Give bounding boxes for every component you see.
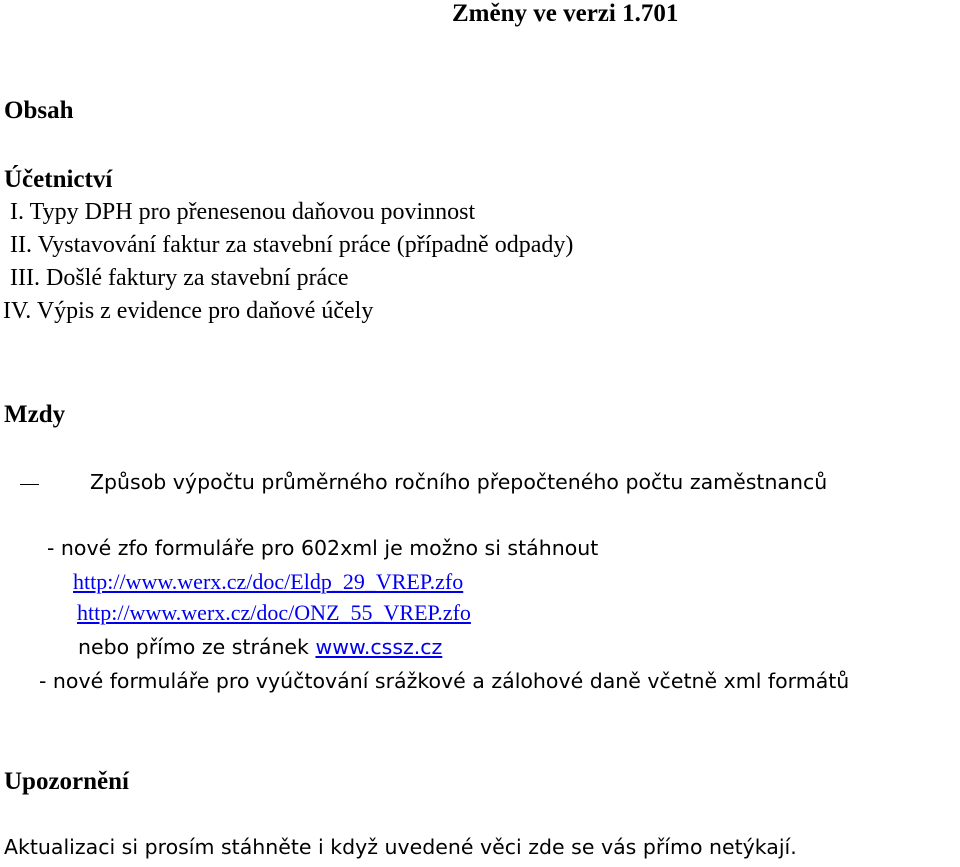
cssz-link[interactable]: www.cssz.cz [315,635,443,659]
onz-link[interactable]: http://www.werx.cz/doc/ONZ_55_VREP.zfo [77,600,471,625]
payroll-dash-item: Způsob výpočtu průměrného ročního přepočteného počtu zaměstnanců [90,470,828,494]
accounting-item-1 [10,200,475,224]
payroll-billing-line: - nové formuláře pro vyúčtování srážkové a zálohové daně včetně xml formátů [39,669,850,693]
item-text: Typy DPH pro přenesenou daňovou povinnost [29,199,476,225]
payroll-heading: Mzdy [4,401,66,428]
payroll-link-1[interactable] [73,571,463,593]
item-text: Výpis z evidence pro daňové účely [36,298,374,324]
item-numeral: II. [10,232,32,258]
document-title: Změny ve verzi 1.701 [452,0,679,27]
accounting-item-3 [10,266,349,290]
payroll-forms-line: - nové zfo formuláře pro 602xml je možno si stáhnout [47,536,599,560]
eldp-link[interactable]: http://www.werx.cz/doc/Eldp_29_VREP.zfo [73,569,464,594]
payroll-direct-line [78,637,442,658]
accounting-item-2 [10,233,573,257]
item-numeral: IV. [3,298,32,324]
notice-heading: Upozornění [4,768,129,795]
item-numeral: I. [10,199,24,225]
contents-heading: Obsah [4,97,74,124]
accounting-item-4 [3,299,373,323]
payroll-link-2[interactable] [77,602,471,624]
dash-bullet [20,484,39,485]
direct-prefix: nebo přímo ze stránek [78,635,316,659]
item-numeral: III. [10,265,40,291]
item-text: Vystavování faktur za stavební práce (případně odpady) [37,232,574,258]
item-text: Došlé faktury za stavební práce [45,265,349,291]
notice-text: Aktualizaci si prosím stáhněte i když uvedené věci zde se vás přímo netýkají. [4,835,797,859]
accounting-heading: Účetnictví [4,166,113,193]
